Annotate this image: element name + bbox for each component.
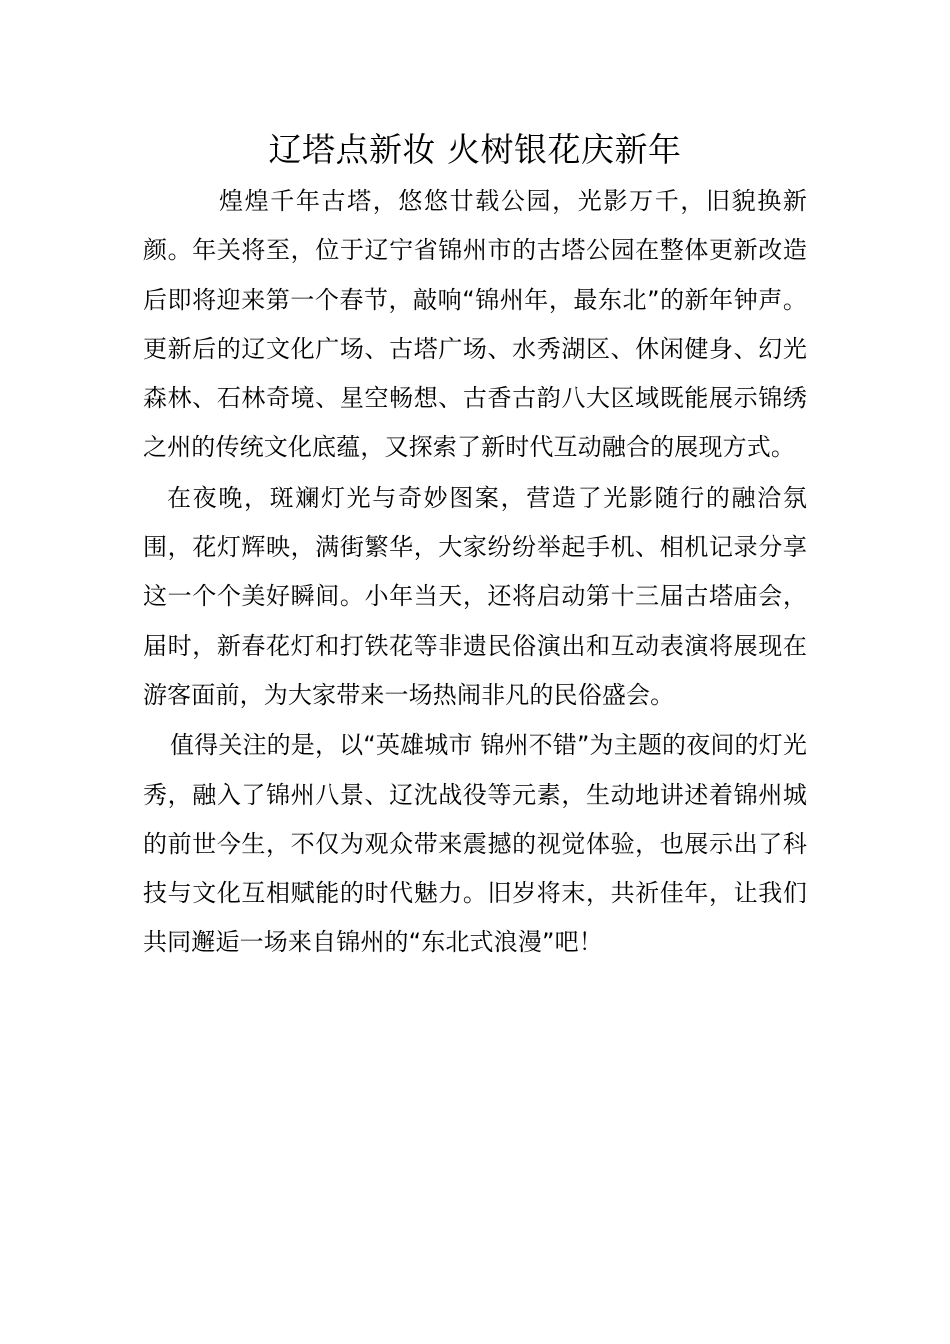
document-title: 辽塔点新妆 火树银花庆新年 [268, 130, 682, 169]
paragraph-2: 在夜晚，斑斓灯光与奇妙图案，营造了光影随行的融洽氛围，花灯辉映，满街繁华，大家纷纷举起手机、相机记录分享这一个个美好瞬间。小年当天，还将启动第十三届古塔庙会，届时，新春花灯和打铁花等非遗民俗演出和互动表演将展现在游客面前，为大家带来一场热闹非凡的民俗盛会。 [143, 483, 807, 709]
paragraph-1: 煌煌千年古塔，悠悠廿载公园，光影万千，旧貌换新颜。年关将至，位于辽宁省锦州市的古塔公园在整体更新改造后即将迎来第一个春节，敲响“锦州年，最东北”的新年钟声。更新后的辽文化广场、古塔广场、水秀湖区、休闲健身、幻光森林、石林奇境、星空畅想、古香古韵八大区域既能展示锦绣之州的传统文化底蕴，又探索了新时代互动融合的展现方式。 [143, 187, 807, 462]
paragraph-3: 值得关注的是，以“英雄城市 锦州不错”为主题的夜间的灯光秀，融入了锦州八景、辽沈战役等元素，生动地讲述着锦州城的前世今生，不仅为观众带来震撼的视觉体验，也展示出了科技与文化互相赋能的时代魅力。旧岁将末，共祈佳年，让我们共同邂逅一场来自锦州的“东北式浪漫”吧！ [143, 731, 807, 957]
document-body [143, 177, 807, 968]
